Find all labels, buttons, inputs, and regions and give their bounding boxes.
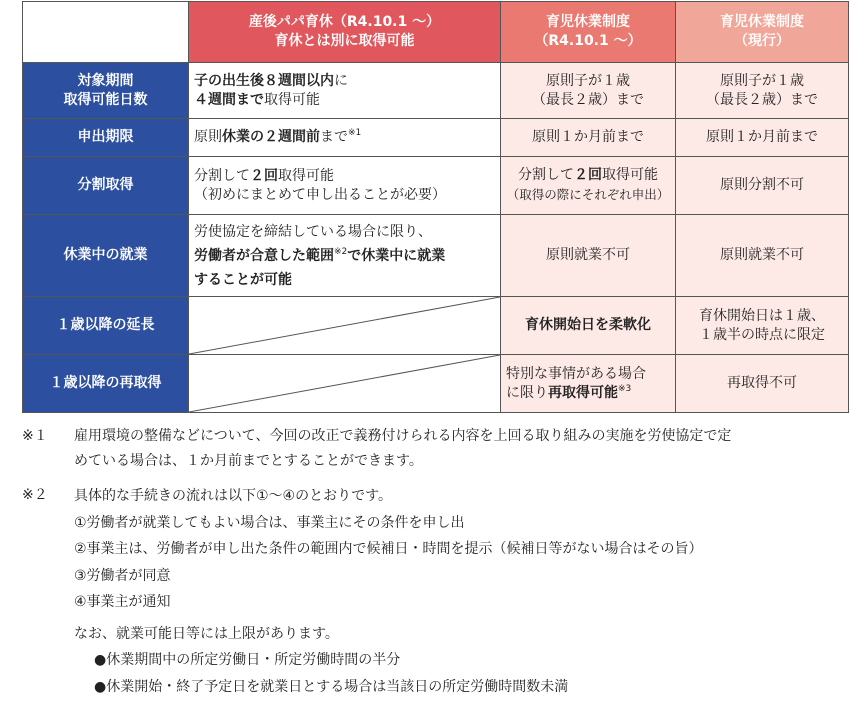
table-row [23, 297, 849, 355]
cell-current-period: 原則子が１歳 （最長２歳）まで [676, 63, 849, 119]
procedure-step: ②事業主は、労働者が申し出た条件の範囲内で候補日・時間を提示（候補日等がない場合はその旨） [74, 541, 703, 557]
cell-current-split: 原則分割不可 [676, 157, 849, 215]
cell-papa-extension-na [189, 297, 501, 355]
cell-new-reacquire: 特別な事情がある場合 に限り再取得可能$^{※3}$ [501, 355, 676, 413]
cell-papa-deadline: 原則休業の２週間前まで$^{※1}$ [189, 119, 501, 157]
row-header-deadline: 申出期限 [23, 119, 189, 157]
table-row [23, 119, 849, 157]
row-header-split: 分割取得 [23, 157, 189, 215]
header-childcare-current: 育児休業制度 （現行） [676, 2, 849, 63]
footnote-mark: ※２ [22, 487, 48, 503]
table-row [23, 215, 849, 297]
header-papa-leave: 産後パパ育休（R4.10.1 〜） 育休とは別に取得可能 [189, 2, 501, 63]
row-header-reacquire: １歳以降の再取得 [23, 355, 189, 413]
footnote-2: ※２ 具体的な手続きの流れは以下①〜④のとおりです。 ①労働者が就業してもよい場合は、事業主にその条件を申し出 ②事業主は、労働者が申し出た条件の範囲内で候補日・時間を提示（候補日等がない場合はその旨） ③労働者が同意 ④事業主が通知 なお、就業可能日等には上限があります。 ●休業期間中の所定労働日・所定労働時間の半分 ●休業開始・終了予定日を就業日とする場合は当該日の所定労働時間数未満 [22, 483, 852, 700]
row-header-extension: １歳以降の延長 [23, 297, 189, 355]
limit-bullet: ●休業期間中の所定労働日・所定労働時間の半分 [94, 652, 401, 668]
row-header-period: 対象期間 取得可能日数 [23, 63, 189, 119]
corner-cell [23, 2, 189, 63]
cell-current-reacquire: 再取得不可 [676, 355, 849, 413]
cell-new-deadline: 原則１か月前まで [501, 119, 676, 157]
cell-papa-period: 子の出生後８週間以内に ４週間まで取得可能 [189, 63, 501, 119]
procedure-step: ④事業主が通知 [74, 594, 171, 610]
table-row [23, 355, 849, 413]
header-row [23, 2, 849, 63]
table-row [23, 157, 849, 215]
cell-new-extension: 育休開始日を柔軟化 [501, 297, 676, 355]
cell-new-split: 分割して２回取得可能 （取得の際にそれぞれ申出） [501, 157, 676, 215]
footnote-mark: ※１ [22, 428, 48, 444]
diagonal-slash [189, 297, 500, 354]
cell-current-deadline: 原則１か月前まで [676, 119, 849, 157]
cell-current-extension: 育休開始日は１歳、 １歳半の時点に限定 [676, 297, 849, 355]
cell-papa-work: 労使協定を締結している場合に限り、 労働者が合意した範囲$^{※2}$で休業中に就業 することが可能 [189, 215, 501, 297]
procedure-step: ①労働者が就業してもよい場合は、事業主にその条件を申し出 [74, 514, 465, 531]
footnote-1: ※１ 雇用環境の整備などについて、今回の改正で義務付けられる内容を上回る取り組みの実施を労使協定で定 めている場合は、１か月前までとすることができます。 [22, 424, 852, 474]
row-header-work: 休業中の就業 [23, 215, 189, 297]
cell-papa-reacquire-na [189, 355, 501, 413]
limit-bullet: ●休業開始・終了予定日を就業日とする場合は当該日の所定労働時間数未満 [94, 678, 569, 695]
header-childcare-new: 育児休業制度 （R4.10.1 〜） [501, 2, 676, 63]
cell-new-period: 原則子が１歳 （最長２歳）まで [501, 63, 676, 119]
comparison-table [22, 1, 849, 413]
table-row [23, 63, 849, 119]
cell-new-work: 原則就業不可 [501, 215, 676, 297]
diagonal-slash [189, 355, 500, 412]
cell-papa-split: 分割して２回取得可能 （初めにまとめて申し出ることが必要） [189, 157, 501, 215]
procedure-step: ③労働者が同意 [74, 567, 171, 584]
footnotes [22, 424, 852, 700]
cell-current-work: 原則就業不可 [676, 215, 849, 297]
